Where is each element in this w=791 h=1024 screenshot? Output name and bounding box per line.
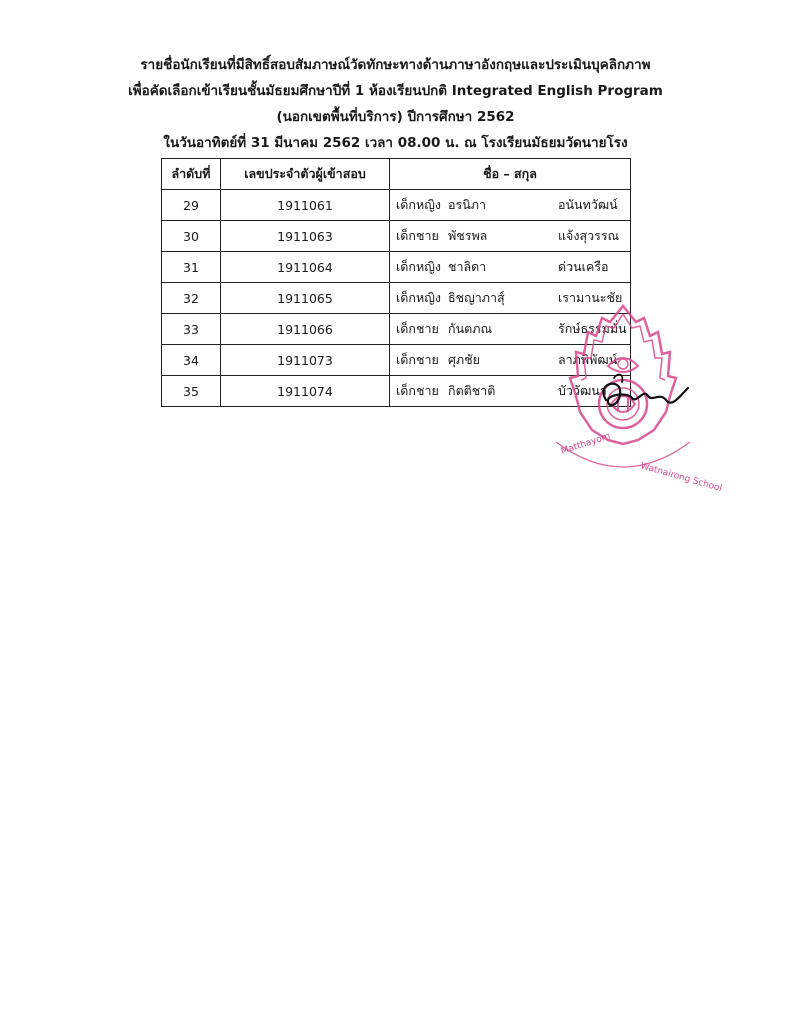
title-line-4: ในวันอาทิตย์ที่ 31 มีนาคม 2562 เวลา 08.00 น. ณ โรงเรียนมัธยมวัดนายโรง	[163, 135, 628, 151]
row-exam-id: 1911073	[221, 345, 390, 376]
row-number: 33	[162, 314, 221, 345]
name-prefix: เด็กชาย	[396, 383, 439, 398]
name-prefix: เด็กหญิง	[396, 259, 441, 274]
row-exam-id: 1911066	[221, 314, 390, 345]
row-number: 31	[162, 252, 221, 283]
table-header-row	[162, 159, 631, 190]
table-row	[162, 190, 631, 221]
last-name: เรามานะชัย	[558, 290, 623, 305]
title-line-2: เพื่อคัดเลือกเข้าเรียนชั้นมัธยมศึกษาปีที่ 1 ห้องเรียนปกติ Integrated English Program	[128, 83, 663, 99]
row-number: 29	[162, 190, 221, 221]
row-exam-id: 1911064	[221, 252, 390, 283]
row-exam-id: 1911074	[221, 376, 390, 407]
row-number: 30	[162, 221, 221, 252]
name-prefix: เด็กชาย	[396, 228, 439, 243]
row-full-name	[390, 190, 631, 221]
name-prefix: เด็กชาย	[396, 352, 439, 367]
header-full-name: ชื่อ – สกุล	[390, 159, 631, 190]
first-name: ศุภชัย	[448, 352, 480, 367]
first-name: พัชรพล	[448, 228, 488, 243]
last-name: ลาภพิพัฒน์	[558, 352, 618, 367]
table-row	[162, 221, 631, 252]
row-number: 34	[162, 345, 221, 376]
name-prefix: เด็กชาย	[396, 321, 439, 336]
last-name: รักษ์ธรรมมั่น	[558, 321, 627, 336]
first-name: ธิชญาภาสุ์	[448, 290, 505, 305]
row-number: 32	[162, 283, 221, 314]
row-exam-id: 1911061	[221, 190, 390, 221]
last-name: อนันทวัฒน์	[558, 197, 618, 212]
last-name: แจ้งสุวรรณ	[558, 228, 620, 243]
name-prefix: เด็กหญิง	[396, 197, 441, 212]
first-name: กันตภณ	[448, 321, 493, 336]
row-full-name	[390, 252, 631, 283]
first-name: อรนิภา	[448, 197, 487, 212]
svg-text:Matthayom: Matthayom	[559, 431, 612, 457]
school-seal-stamp	[548, 292, 723, 495]
last-name: ด่วนเครือ	[558, 259, 609, 274]
title-line-3: (นอกเขตพื้นที่บริการ) ปีการศึกษา 2562	[276, 109, 515, 125]
name-prefix: เด็กหญิง	[396, 290, 441, 305]
table-row	[162, 252, 631, 283]
header-exam-id: เลขประจำตัวผู้เข้าสอบ	[221, 159, 390, 190]
title-line-1: รายชื่อนักเรียนที่มีสิทธิ์สอบสัมภาษณ์วัดทักษะทางด้านภาษาอังกฤษและประเมินบุคลิกภาพ	[140, 57, 651, 73]
row-exam-id: 1911063	[221, 221, 390, 252]
row-number: 35	[162, 376, 221, 407]
row-full-name	[390, 221, 631, 252]
first-name: ชาลิดา	[448, 259, 487, 274]
header-number: ลำดับที่	[162, 159, 221, 190]
row-exam-id: 1911065	[221, 283, 390, 314]
first-name: กิตติชาติ	[448, 383, 496, 398]
last-name: บัววัฒนา	[558, 383, 607, 398]
svg-text:Watnairong School: Watnairong School	[639, 461, 723, 495]
document-heading	[0, 52, 791, 156]
